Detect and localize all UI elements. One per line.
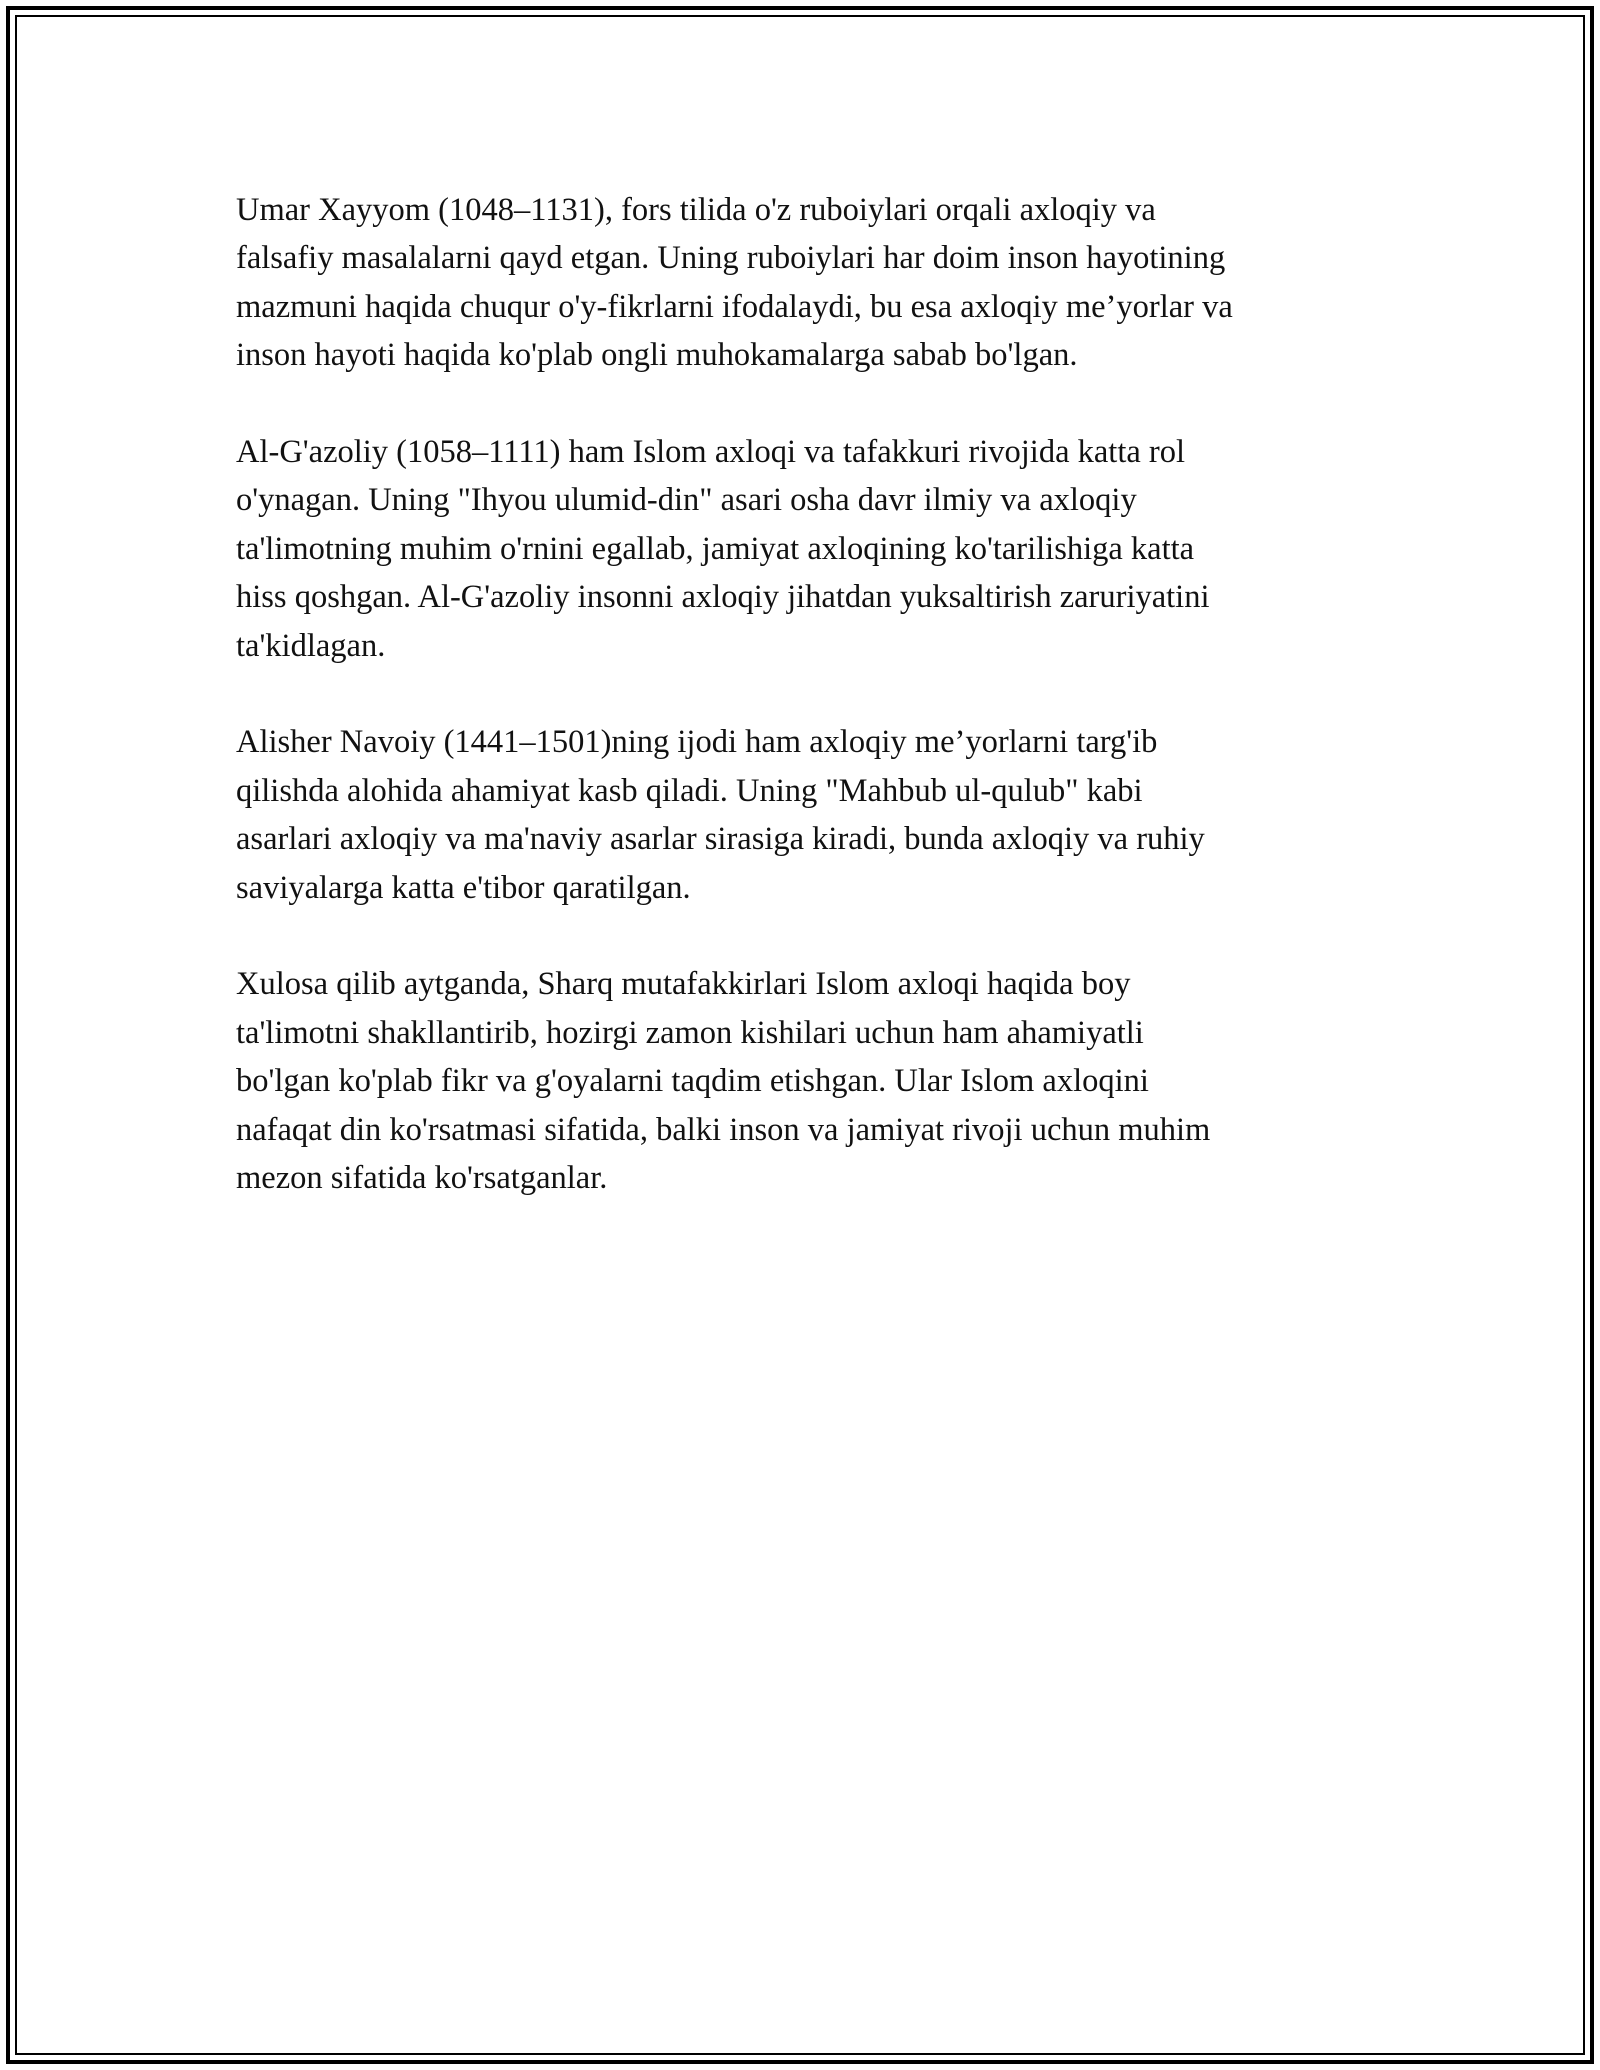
text-line: Alisher Navoiy (1441–1501)ning ijodi ham axloqiy me’yorlarni targ'ib <box>236 724 1158 761</box>
text-line: inson hayoti haqida ko'plab ongli muhokamalarga sabab bo'lgan. <box>236 337 1078 374</box>
text-line: ta'limotning muhim o'rnini egallab, jamiyat axloqining ko'tarilishiga katta <box>236 530 1195 567</box>
text-line: asarlari axloqiy va ma'naviy asarlar sirasiga kiradi, bunda axloqiy va ruhiy <box>236 821 1205 858</box>
text-line: bo'lgan ko'plab fikr va g'oyalarni taqdim etishgan. Ular Islom axloqini <box>236 1063 1149 1100</box>
text-line: saviyalarga katta e'tibor qaratilgan. <box>236 869 691 906</box>
text-line: ta'limotni shakllantirib, hozirgi zamon kishilari uchun ham ahamiyatli <box>236 1014 1144 1051</box>
text-line: mezon sifatida ko'rsatganlar. <box>236 1160 608 1197</box>
text-line: hiss qoshgan. Al-G'azoliy insonni axloqiy jihatdan yuksaltirish zaruriyatini <box>236 579 1210 616</box>
paragraph-alisher-navoiy <box>236 718 1366 912</box>
paragraph-umar-xayyom <box>236 186 1366 380</box>
text-line: ta'kidlagan. <box>236 627 386 664</box>
text-line: falsafiy masalalarni qayd etgan. Uning ruboiylari har doim inson hayotining <box>236 240 1226 277</box>
paragraph-xulosa <box>236 960 1366 1202</box>
document-body <box>236 186 1366 1251</box>
paragraph-al-gazoliy <box>236 428 1366 670</box>
text-line: Xulosa qilib aytganda, Sharq mutafakkirlari Islom axloqi haqida boy <box>236 966 1131 1003</box>
text-line: mazmuni haqida chuqur o'y-fikrlarni ifodalaydi, bu esa axloqiy me’yorlar va <box>236 288 1233 325</box>
text-line: qilishda alohida ahamiyat kasb qiladi. Uning "Mahbub ul-qulub" kabi <box>236 772 1143 809</box>
text-line: nafaqat din ko'rsatmasi sifatida, balki inson va jamiyat rivoji uchun muhim <box>236 1111 1211 1148</box>
text-line: o'ynagan. Uning "Ihyou ulumid-din" asari osha davr ilmiy va axloqiy <box>236 482 1137 519</box>
text-line: Al-G'azoliy (1058–1111) ham Islom axloqi va tafakkuri rivojida katta rol <box>236 434 1186 471</box>
text-line: Umar Xayyom (1048–1131), fors tilida o'z ruboiylari orqali axloqiy va <box>236 192 1156 228</box>
